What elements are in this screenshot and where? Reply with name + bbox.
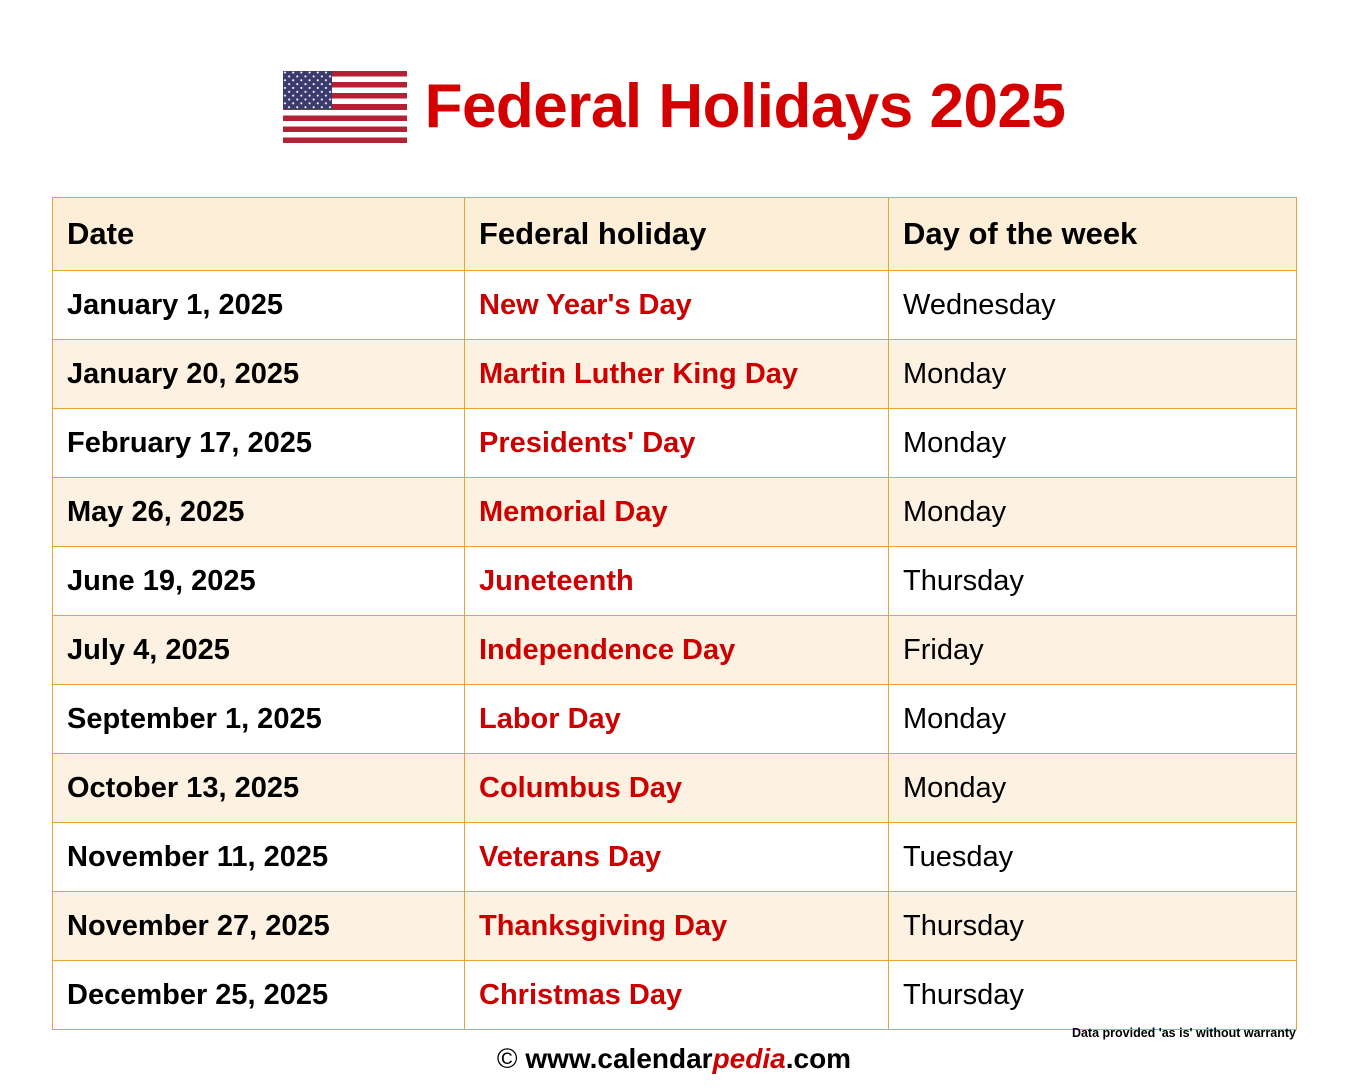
table-row (53, 340, 1297, 409)
table-row (53, 271, 1297, 340)
table-row (53, 685, 1297, 754)
table-body (53, 271, 1297, 1030)
copyright-symbol: © (496, 1043, 518, 1075)
table-row (53, 478, 1297, 547)
cell-date: July 4, 2025 (53, 616, 465, 685)
cell-holiday: Martin Luther King Day (465, 340, 889, 409)
cell-day-of-week: Wednesday (889, 271, 1297, 340)
page-footer (0, 1026, 1348, 1090)
cell-holiday: Presidents' Day (465, 409, 889, 478)
cell-holiday: Independence Day (465, 616, 889, 685)
site-name-prefix: www.calendar (517, 1043, 713, 1075)
table-row (53, 409, 1297, 478)
us-flag-icon (283, 71, 407, 143)
column-header-date: Date (53, 198, 465, 271)
cell-day-of-week: Monday (889, 409, 1297, 478)
disclaimer-text: Data provided 'as is' without warranty (1071, 1026, 1296, 1041)
cell-day-of-week: Friday (889, 616, 1297, 685)
cell-day-of-week: Thursday (889, 961, 1297, 1030)
cell-holiday: Thanksgiving Day (465, 892, 889, 961)
table-header (53, 198, 1297, 271)
cell-day-of-week: Monday (889, 340, 1297, 409)
table-row (53, 823, 1297, 892)
cell-holiday: Christmas Day (465, 961, 889, 1030)
cell-date: September 1, 2025 (53, 685, 465, 754)
cell-day-of-week: Thursday (889, 892, 1297, 961)
cell-holiday: Memorial Day (465, 478, 889, 547)
cell-date: November 27, 2025 (53, 892, 465, 961)
column-header-holiday: Federal holiday (465, 198, 889, 271)
cell-day-of-week: Thursday (889, 547, 1297, 616)
cell-day-of-week: Tuesday (889, 823, 1297, 892)
copyright-line (0, 1044, 1348, 1075)
cell-holiday: Veterans Day (465, 823, 889, 892)
cell-date: February 17, 2025 (53, 409, 465, 478)
cell-holiday: Juneteenth (465, 547, 889, 616)
cell-date: January 1, 2025 (53, 271, 465, 340)
cell-date: May 26, 2025 (53, 478, 465, 547)
cell-holiday: Columbus Day (465, 754, 889, 823)
cell-day-of-week: Monday (889, 478, 1297, 547)
holidays-table (52, 197, 1297, 1030)
cell-day-of-week: Monday (889, 754, 1297, 823)
table-row (53, 547, 1297, 616)
site-name-highlight: pedia (712, 1043, 786, 1075)
page-title: Federal Holidays 2025 (424, 71, 1066, 141)
cell-date: January 20, 2025 (53, 340, 465, 409)
holidays-table-container (0, 197, 1348, 1030)
cell-date: October 13, 2025 (53, 754, 465, 823)
cell-day-of-week: Monday (889, 685, 1297, 754)
table-row (53, 616, 1297, 685)
table-header-row (53, 198, 1297, 271)
cell-date: June 19, 2025 (53, 547, 465, 616)
table-row (53, 754, 1297, 823)
flag-stars-row-b (283, 71, 333, 110)
cell-date: December 25, 2025 (53, 961, 465, 1030)
column-header-day-of-week: Day of the week (889, 198, 1297, 271)
table-row (53, 892, 1297, 961)
site-name-suffix: .com (785, 1043, 852, 1075)
cell-holiday: Labor Day (465, 685, 889, 754)
cell-date: November 11, 2025 (53, 823, 465, 892)
page-header (0, 0, 1348, 197)
table-row (53, 961, 1297, 1030)
cell-holiday: New Year's Day (465, 271, 889, 340)
